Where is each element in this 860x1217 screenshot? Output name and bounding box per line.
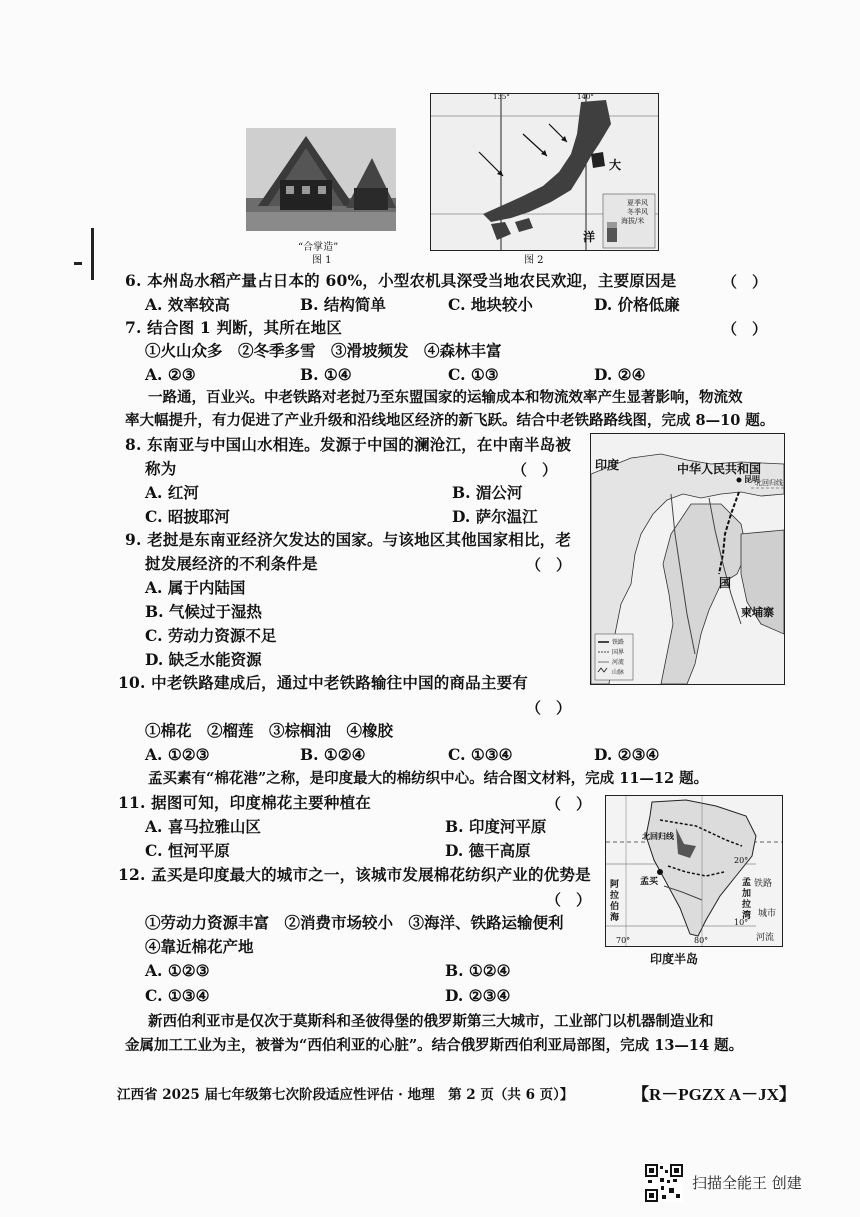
q8-stem-line1: 8. 东南亚与中国山水相连。发源于中国的澜沧江，在中南半岛被	[125, 435, 572, 454]
q7-answer-paren: （ ）	[722, 320, 768, 338]
scanner-brand-watermark: 扫描全能王 创建	[692, 1174, 802, 1192]
map-label-cambodia: 柬埔寨	[741, 606, 774, 619]
fig2-lon2: 140°	[577, 93, 594, 101]
q7-option-b: B. ①④	[300, 365, 352, 384]
q12-items-line1: ①劳动力资源丰富 ②消费市场较小 ③海洋、铁路运输便利	[145, 913, 564, 932]
q8-option-d: D. 萨尔温江	[452, 507, 538, 526]
map-label-kunming: 昆明	[744, 474, 760, 484]
india-map-legend-railway: 铁路	[754, 879, 773, 889]
map-legend-river: 河流	[612, 659, 625, 666]
q6-answer-paren: （ ）	[722, 273, 768, 291]
q10-stem: 10. 中老铁路建成后，通过中老铁路输往中国的商品主要有	[118, 673, 528, 692]
map-label-guo: 国	[719, 576, 732, 590]
q12-option-d: D. ②③④	[445, 986, 511, 1005]
q12-option-b: B. ①②④	[445, 961, 511, 980]
map-legend-mountain: 山脉	[612, 669, 625, 676]
qr-code-icon	[645, 1164, 683, 1202]
q9-option-a: A. 属于内陆国	[145, 578, 246, 597]
figure2-japan-map	[430, 93, 659, 251]
q9-stem-line1: 9. 老挝是东南亚经济欠发达的国家。与该地区其他国家相比，老	[125, 530, 572, 549]
intro-13-14-line1: 新西伯利亚市是仅次于莫斯科和圣彼得堡的俄罗斯第三大城市，工业部门以机器制造业和	[148, 1013, 714, 1030]
fig2-lon1: 135°	[493, 93, 510, 101]
q11-option-d: D. 德干高原	[445, 841, 531, 860]
q7-stem: 7. 结合图 1 判断，其所在地区	[125, 318, 343, 337]
q9-option-b: B. 气候过于湿热	[145, 602, 262, 621]
figure1-caption: “合掌造”	[298, 242, 339, 253]
india-map-mumbai: 孟买	[640, 877, 659, 887]
q6-option-d: D. 价格低廉	[594, 295, 680, 314]
q9-answer-paren: （ ）	[526, 556, 572, 574]
q10-option-a: A. ①②③	[145, 745, 210, 764]
q10-items: ①棉花 ②榴莲 ③棕榈油 ④橡胶	[145, 721, 394, 740]
intro-8-10-line2: 率大幅提升，有力促进了产业升级和沿线地区经济的新飞跃。结合中老铁路路线图，完成 8—10 题。	[125, 412, 775, 429]
fig2-sea-label: 洋	[583, 230, 596, 244]
q6-stem: 6. 本州岛水稻产量占日本的 60%，小型农机具深受当地农民欢迎，主要原因是	[125, 271, 677, 290]
india-map-lon70: 70°	[616, 936, 631, 945]
q8-answer-paren: （ ）	[512, 461, 558, 479]
footer-code: 【R－PGZX A－JX】	[632, 1085, 796, 1104]
figure2-label: 图 2	[524, 255, 544, 266]
q7-option-c: C. ①③	[448, 365, 499, 384]
q11-answer-paren: （ ）	[546, 795, 592, 813]
q6-option-b: B. 结构简单	[300, 295, 386, 314]
margin-mark	[74, 262, 82, 265]
fig2-legend-1: 夏季风	[627, 199, 648, 207]
q8-stem-line2: 称为	[145, 459, 177, 478]
india-map-lat20: 20°	[734, 856, 749, 865]
india-map-lat10: 10°	[734, 918, 749, 927]
q12-option-c: C. ①③④	[145, 986, 210, 1005]
margin-mark	[91, 228, 94, 280]
q8-option-a: A. 红河	[145, 483, 199, 502]
map-label-china: 中华人民共和国	[677, 462, 762, 476]
figure1-label: 图 1	[312, 255, 332, 266]
q10-option-d: D. ②③④	[594, 745, 660, 764]
footer-exam-info: 江西省 2025 届七年级第七次阶段适应性评估 · 地理 第 2 页（共 6 页）】	[117, 1087, 574, 1103]
q12-option-a: A. ①②③	[145, 961, 210, 980]
map-legend-railway: 铁路	[612, 639, 625, 646]
india-map-tropic: 北回归线	[642, 831, 674, 841]
q9-option-d: D. 缺乏水能资源	[145, 650, 262, 669]
map-legend-border: 国界	[612, 649, 625, 656]
china-laos-railway-map	[590, 433, 785, 685]
india-peninsula-map	[605, 795, 783, 947]
q12-stem: 12. 孟买是印度最大的城市之一，该城市发展棉花纺织产业的优势是	[118, 865, 591, 884]
q7-items: ①火山众多 ②冬季多雪 ③滑坡频发 ④森林丰富	[145, 341, 502, 360]
q12-answer-paren: （ ）	[546, 891, 592, 909]
q8-option-c: C. 昭披耶河	[145, 507, 230, 526]
fig2-big-label: 大	[609, 158, 622, 172]
q10-option-c: C. ①③④	[448, 745, 513, 764]
q11-option-b: B. 印度河平原	[445, 817, 547, 836]
q12-items-line2: ④靠近棉花产地	[145, 937, 254, 956]
q7-option-d: D. ②④	[594, 365, 646, 384]
india-map-legend-city: 城市	[758, 909, 777, 919]
intro-8-10-line1: 一路通，百业兴。中老铁路对老挝乃至东盟国家的运输成本和物流效率产生显著影响，物流效	[148, 389, 743, 406]
q8-option-b: B. 湄公河	[452, 483, 523, 502]
india-map-bay-of-bengal: 孟加拉湾	[742, 878, 752, 921]
q11-option-a: A. 喜马拉雅山区	[145, 817, 261, 836]
intro-13-14-line2: 金属加工工业为主，被誉为“西伯利亚的心脏”。结合俄罗斯西伯利亚局部图，完成 13—14 题。	[125, 1037, 744, 1054]
q6-option-a: A. 效率较高	[145, 295, 230, 314]
india-map-arabian-sea: 阿拉伯海	[610, 880, 620, 923]
q10-answer-paren: （ ）	[526, 699, 572, 717]
q9-option-c: C. 劳动力资源不足	[145, 626, 277, 645]
fig2-legend-2: 冬季风	[627, 208, 648, 216]
fig2-legend-3: 海拔/米	[621, 217, 645, 225]
intro-11-12: 孟买素有“棉花港”之称，是印度最大的棉纺织中心。结合图文材料，完成 11—12 题。	[148, 770, 709, 787]
map-label-india: 印度	[595, 458, 620, 472]
figure1-photo	[246, 128, 396, 231]
india-map-lon80: 80°	[694, 936, 709, 945]
q10-option-b: B. ①②④	[300, 745, 366, 764]
q11-stem: 11. 据图可知，印度棉花主要种植在	[118, 793, 371, 812]
q11-option-c: C. 恒河平原	[145, 841, 230, 860]
q7-option-a: A. ②③	[145, 365, 196, 384]
india-map-caption: 印度半岛	[650, 952, 699, 966]
india-map-legend-river: 河流	[756, 933, 775, 943]
q9-stem-line2: 挝发展经济的不利条件是	[145, 554, 318, 573]
map-label-tropic: 北回归线	[755, 479, 783, 487]
q6-option-c: C. 地块较小	[448, 295, 533, 314]
